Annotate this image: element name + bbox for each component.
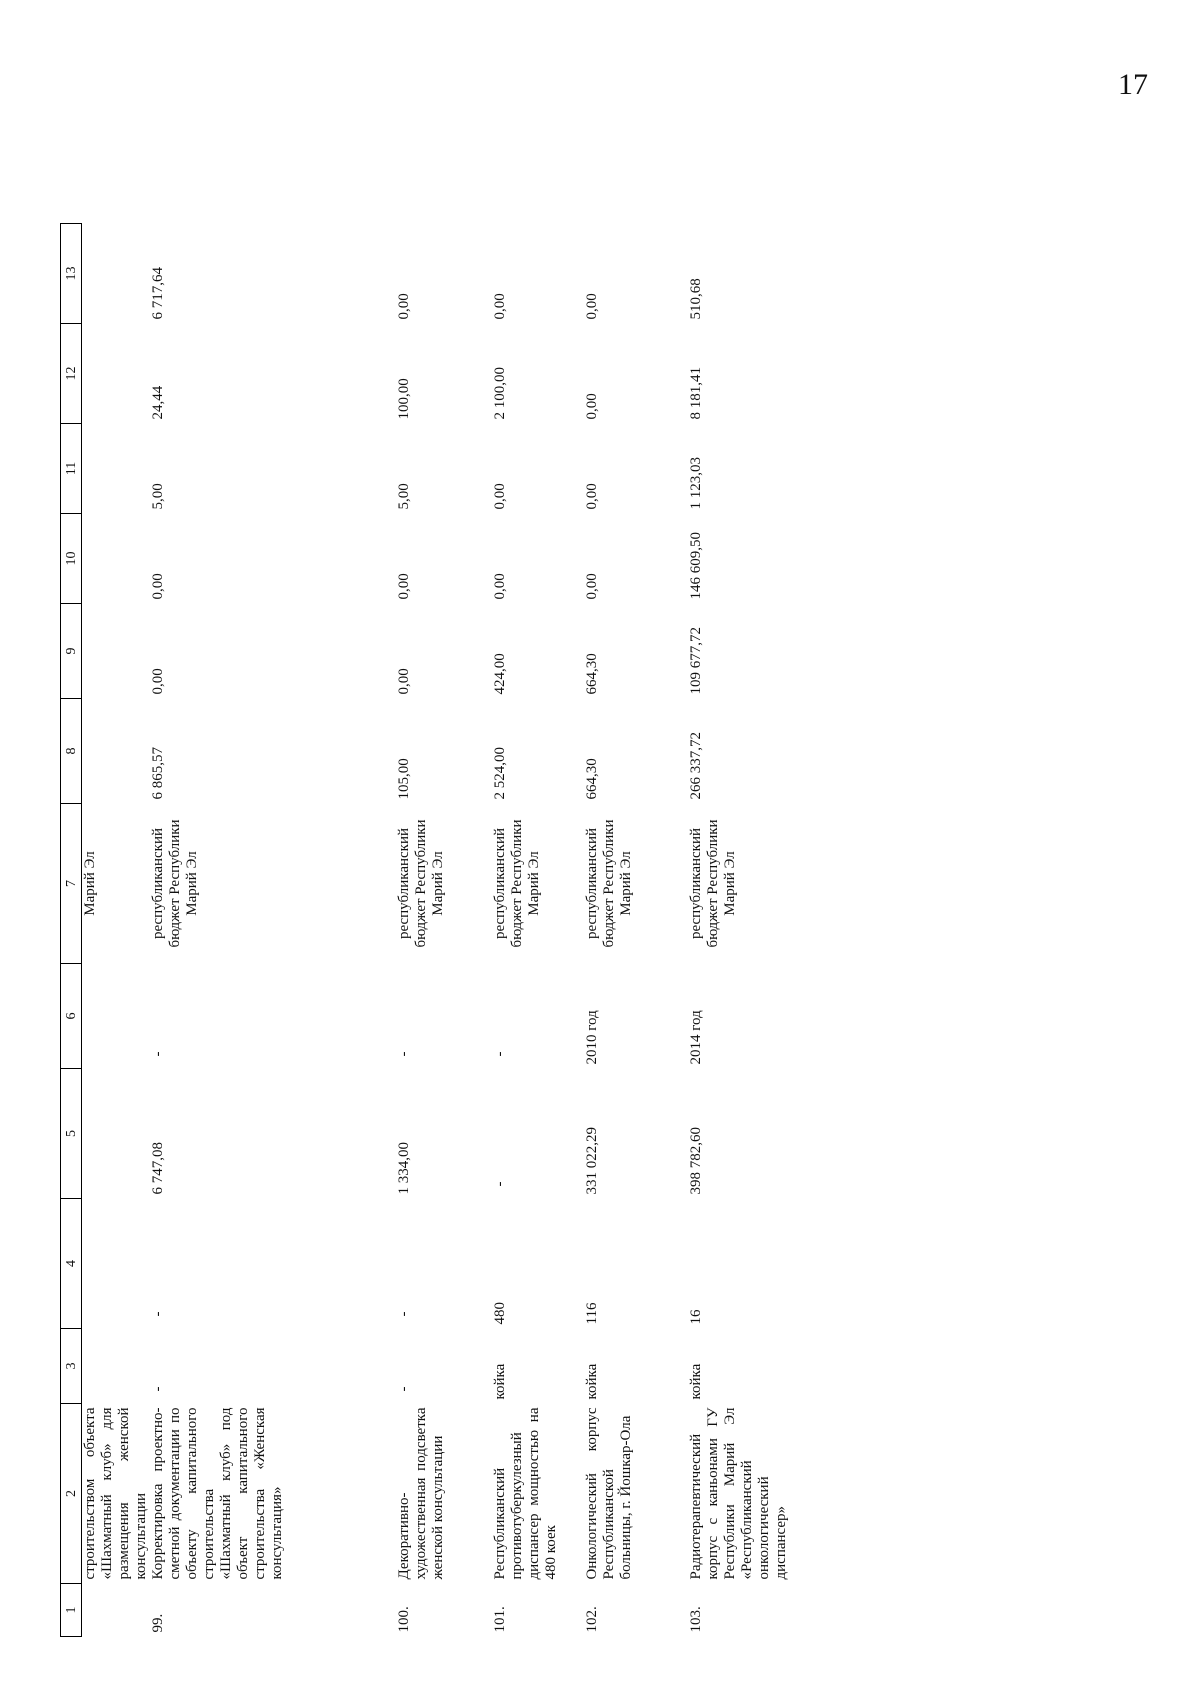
column-header-3: 3 <box>61 1329 82 1404</box>
table-row <box>584 224 688 1637</box>
amount-col13-cell: 510,68 <box>688 278 704 320</box>
empty-cell <box>82 514 151 604</box>
capacity-value: - <box>396 1311 412 1317</box>
estimated-cost-value: - <box>492 1181 508 1187</box>
completion-year-cell <box>492 964 584 1069</box>
amount-col8-cell: 105,00 <box>396 758 412 800</box>
amount-col11-cell: 5,00 <box>396 483 412 510</box>
investment-objects-table <box>60 223 848 1637</box>
object-name-cell: Республиканский противотуберкулезный диспансер мощностью на 480 коек <box>492 1407 559 1580</box>
column-header-13: 13 <box>61 224 82 324</box>
unit-value: - <box>150 1386 166 1392</box>
completion-year-cell <box>150 964 396 1069</box>
funding-source-cell: республиканский бюджет Республики Марий Эл <box>688 819 738 948</box>
empty-cell <box>82 964 151 1069</box>
amount-col12-cell: 24,44 <box>150 385 166 420</box>
capacity-cell <box>150 1199 396 1329</box>
amount-col11-cell: 1 123,03 <box>688 457 704 510</box>
column-header-6: 6 <box>61 964 82 1069</box>
object-name-cell: Корректировка проектно-сметной документации по объекту капитального строительства «Шахматный клуб» под объект капитального строительства «Женская консультация» <box>150 1407 285 1580</box>
estimated-cost-cell: 1 334,00 <box>396 1142 412 1195</box>
unit-cell <box>396 1329 492 1404</box>
unit-cell: койка <box>688 1363 704 1400</box>
capacity-value: - <box>150 1311 166 1317</box>
amount-col8-cell: 6 865,57 <box>150 747 166 800</box>
empty-cell <box>82 1069 151 1199</box>
column-header-9: 9 <box>61 604 82 699</box>
amount-col9-cell: 424,00 <box>492 653 508 695</box>
amount-col12-cell: 100,00 <box>396 378 412 420</box>
column-header-4: 4 <box>61 1199 82 1329</box>
object-name-cell: Онкологический корпус Республиканской больницы, г. Йошкар-Ола <box>584 1407 634 1580</box>
estimated-cost-cell: 6 747,08 <box>150 1142 166 1195</box>
empty-cell <box>82 699 151 804</box>
funding-source-cell: республиканский бюджет Республики Марий Эл <box>492 819 542 948</box>
amount-col9-cell: 0,00 <box>150 668 166 695</box>
amount-col10-cell: 146 609,50 <box>688 532 704 600</box>
column-header-11: 11 <box>61 424 82 514</box>
empty-cell <box>82 604 151 699</box>
funding-source-cell: республиканский бюджет Республики Марий Эл <box>584 819 634 948</box>
estimated-cost-cell <box>492 1069 584 1199</box>
completion-year-cell: 2014 год <box>688 1010 704 1065</box>
amount-col10-cell: 0,00 <box>396 573 412 600</box>
column-header-1: 1 <box>61 1584 82 1637</box>
capacity-cell <box>396 1199 492 1329</box>
amount-col8-cell: 664,30 <box>584 758 600 800</box>
amount-col10-cell: 0,00 <box>150 573 166 600</box>
completion-year-value: - <box>396 1051 412 1057</box>
row-number-cell: 99. <box>150 1613 166 1633</box>
amount-col13-cell: 0,00 <box>492 293 508 320</box>
amount-col13-cell: 0,00 <box>584 293 600 320</box>
column-header-10: 10 <box>61 514 82 604</box>
column-number-row <box>61 224 82 1637</box>
table-row <box>492 224 584 1637</box>
object-name-cell: Радиотерапевтический корпус с каньонами ГУ Республики Марий Эл «Республиканский онкологический диспансер» <box>688 1407 789 1580</box>
row-number-cell: 102. <box>584 1606 600 1633</box>
table-row <box>150 224 396 1637</box>
column-header-8: 8 <box>61 699 82 804</box>
amount-col9-cell: 664,30 <box>584 653 600 695</box>
unit-cell: койка <box>492 1363 508 1400</box>
column-header-5: 5 <box>61 1069 82 1199</box>
funding-source-cell: республиканский бюджет Республики Марий Эл <box>396 819 446 948</box>
amount-col12-cell: 2 100,00 <box>492 367 508 420</box>
row-number-cell: 100. <box>396 1606 412 1633</box>
column-header-12: 12 <box>61 324 82 424</box>
estimated-cost-cell: 398 782,60 <box>688 1127 704 1195</box>
amount-col8-cell: 266 337,72 <box>688 732 704 800</box>
completion-year-cell <box>396 964 492 1069</box>
table-row <box>396 224 492 1637</box>
empty-cell <box>82 224 151 324</box>
continuation-row <box>82 224 151 1637</box>
unit-value: - <box>396 1386 412 1392</box>
table-row <box>688 224 848 1637</box>
amount-col10-cell: 0,00 <box>492 573 508 600</box>
row-number-cell <box>82 1584 151 1637</box>
completion-year-cell: 2010 год <box>584 1010 600 1065</box>
amount-col11-cell: 5,00 <box>150 483 166 510</box>
object-name-cell: Декоративно-художественная подсветка женской консультации <box>396 1407 446 1580</box>
amount-col12-cell: 8 181,41 <box>688 367 704 420</box>
capacity-cell: 480 <box>492 1302 508 1325</box>
column-header-7: 7 <box>61 804 82 964</box>
row-number-cell: 103. <box>688 1606 704 1633</box>
amount-col13-cell: 6 717,64 <box>150 267 166 320</box>
estimated-cost-cell: 331 022,29 <box>584 1127 600 1195</box>
unit-cell: койка <box>584 1363 600 1400</box>
empty-cell <box>82 324 151 424</box>
amount-col13-cell: 0,00 <box>396 293 412 320</box>
empty-cell <box>82 1329 151 1404</box>
funding-source-cell: Марий Эл <box>82 851 98 916</box>
unit-cell <box>150 1329 396 1404</box>
completion-year-value: - <box>150 1051 166 1057</box>
amount-col11-cell: 0,00 <box>492 483 508 510</box>
row-number-cell: 101. <box>492 1606 508 1633</box>
amount-col9-cell: 0,00 <box>396 668 412 695</box>
amount-col9-cell: 109 677,72 <box>688 627 704 695</box>
column-header-2: 2 <box>61 1404 82 1584</box>
funding-source-cell: республиканский бюджет Республики Марий Эл <box>150 819 200 948</box>
empty-cell <box>82 424 151 514</box>
page-number: 17 <box>1118 68 1148 101</box>
object-name-cell: строительством объекта «Шахматный клуб» для размещения женской консультации <box>82 1407 149 1580</box>
capacity-cell: 16 <box>688 1309 704 1325</box>
capacity-cell: 116 <box>584 1302 600 1325</box>
amount-col12-cell: 0,00 <box>584 393 600 420</box>
empty-cell <box>82 1199 151 1329</box>
amount-col10-cell: 0,00 <box>584 573 600 600</box>
amount-col8-cell: 2 524,00 <box>492 747 508 800</box>
amount-col11-cell: 0,00 <box>584 483 600 510</box>
completion-year-value: - <box>492 1051 508 1057</box>
